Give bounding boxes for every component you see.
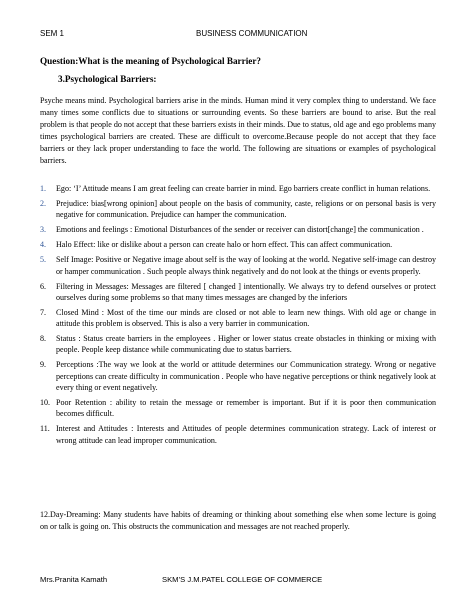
question-heading: Question:What is the meaning of Psychological Barrier? — [40, 56, 261, 66]
barrier-number: 11. — [40, 424, 50, 434]
barrier-item — [40, 198, 436, 221]
barrier-text: Interest and Attitudes : Interests and Attitudes of people determines communication strategy. Lack of interest or wrong attitude can lead improper communication. — [56, 424, 436, 445]
header-subject: BUSINESS COMMUNICATION — [196, 29, 308, 38]
barrier-number: 2. — [40, 198, 47, 208]
barrier-text: Poor Retention : ability to retain the message or remember is important. But if it is poor then communication becomes difficult. — [56, 397, 436, 419]
day-dreaming-paragraph: 12.Day-Dreaming: Many students have habits of dreaming or thinking about something else when some lecture is going on or talk is going on. This obstructs the communication and messages are not reached properly. — [40, 510, 436, 531]
header-semester: SEM 1 — [40, 29, 65, 38]
barrier-item — [40, 397, 436, 420]
barrier-number: 6. — [40, 281, 47, 291]
barrier-item — [40, 359, 436, 393]
barrier-text: Closed Mind : Most of the time our minds are closed or not able to learn new things. With old age or change in attitude this problem is observed. This is also a very barrier in communication. — [56, 307, 436, 329]
barrier-text: Perceptions :The way we look at the world or attitude determines our Communication strategy. Wrong or negative perceptions can create difficulty in communication . People who have negative perceptions or think negatively look at every thing or event negatively. — [56, 360, 436, 392]
footer-author: Mrs.Pranita Kamath — [40, 575, 108, 584]
barrier-number: 5. — [40, 255, 47, 265]
barrier-item — [40, 423, 436, 446]
barrier-item — [40, 333, 436, 356]
barrier-item — [40, 281, 436, 304]
barrier-text: Self Image: Positive or Negative image about self is the way of looking at the world. Negative self-image can destroy or hamper communication . Such people always think negatively and do not look at the things or events properly. — [56, 255, 436, 276]
barrier-text: Filtering in Messages: Messages are filtered [ changed ] intentionally. We always try to defend ourselves or protect ourselves during some problems so that many times messages are changed by the inferiors — [56, 281, 436, 302]
barrier-number: 3. — [40, 225, 47, 235]
barrier-item — [40, 307, 436, 330]
footer-college: SKM’S J.M.PATEL COLLEGE OF COMMERCE — [162, 575, 323, 584]
barrier-number: 8. — [40, 334, 47, 344]
section-title: 3.Psychological Barriers: — [58, 74, 157, 84]
barrier-text: Prejudice: bias[wrong opinion] about people on the basis of community, caste, religions or on personal basis is very negative for communication. Prejudice can hamper the communication. — [56, 198, 436, 220]
barrier-number: 1. — [40, 184, 47, 193]
barrier-number: 7. — [40, 307, 47, 317]
barrier-item — [40, 183, 436, 194]
barrier-text: Ego: ‘I’ Attitude means I am great feeling can create barrier in mind. Ego barriers create conflict in human relations. — [56, 184, 431, 193]
barrier-item — [40, 239, 436, 250]
barrier-number: 4. — [40, 240, 47, 250]
barrier-text: Emotions and feelings : Emotional Disturbances of the sender or receiver can distort[change] the communication . — [56, 225, 424, 235]
barrier-text: Status : Status create barriers in the employees . Higher or lower status create obstacles in thinking or mixing with people. People keep distance while communicating due to status barriers. — [56, 334, 436, 355]
barrier-item — [40, 254, 436, 277]
barrier-text: Halo Effect: like or dislike about a person can create halo or horn effect. This can affect communication. — [56, 240, 393, 250]
barrier-number: 9. — [40, 360, 47, 370]
barrier-number: 10. — [40, 397, 51, 407]
intro-paragraph: Psyche means mind. Psychological barriers arise in the minds. Human mind it very complex thing to understand. We face many times some conflicts due to situations or surrounding events. So these barriers are bound to arise. But the real problem is that people do not accept that these barriers exists in their minds. Due to status, old age and ego problems many times psychological barriers are created. These are difficult to overcome.Because people do not accept that they face barriers or they lack proper understanding to face the world. The following are situations or examples of psychological barriers. — [40, 96, 436, 165]
barrier-item — [40, 224, 436, 235]
barrier-list — [40, 183, 436, 450]
